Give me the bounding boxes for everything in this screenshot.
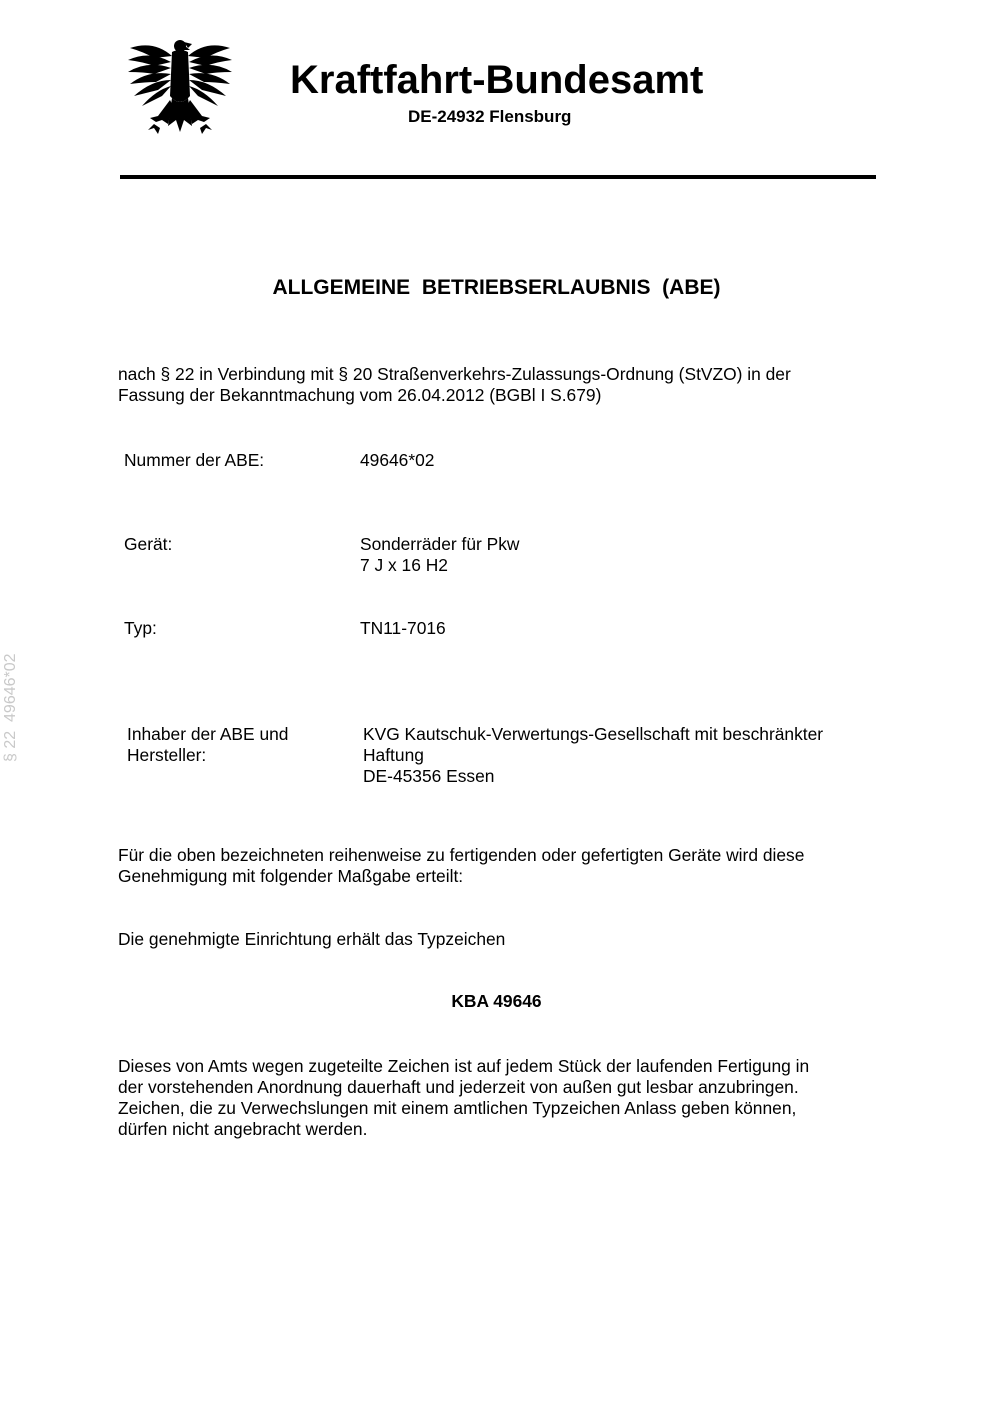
holder-value-line: Haftung bbox=[363, 745, 424, 765]
legal-basis-line: Fassung der Bekanntmachung vom 26.04.2012 (BGBl I S.679) bbox=[118, 385, 602, 405]
mark-rules-line: Zeichen, die zu Verwechslungen mit einem amtlichen Typzeichen Anlass geben können, bbox=[118, 1098, 797, 1118]
mark-rules-text bbox=[118, 1056, 878, 1140]
holder-value-line: KVG Kautschuk-Verwertungs-Gesellschaft mit beschränkter bbox=[363, 724, 824, 744]
device-label: Gerät: bbox=[124, 534, 173, 554]
device-value-line: Sonderräder für Pkw bbox=[360, 534, 520, 554]
holder-label bbox=[127, 724, 288, 766]
side-margin-mark: § 22 49646*02 bbox=[2, 653, 19, 762]
holder-label-line: Hersteller: bbox=[127, 745, 207, 765]
legal-basis-line: nach § 22 in Verbindung mit § 20 Straßenverkehrs-Zulassungs-Ordnung (StVZO) in der bbox=[118, 364, 791, 384]
document-title: ALLGEMEINE BETRIEBSERLAUBNIS (ABE) bbox=[272, 276, 721, 299]
mark-rules-line: Dieses von Amts wegen zugeteilte Zeichen ist auf jedem Stück der laufenden Fertigung in bbox=[118, 1056, 810, 1076]
approval-text-line: Für die oben bezeichneten reihenweise zu fertigenden oder gefertigten Geräte wird diese bbox=[118, 845, 805, 865]
abe-number-value: 49646*02 bbox=[360, 450, 435, 470]
holder-label-line: Inhaber der ABE und bbox=[127, 724, 289, 744]
federal-eagle-icon bbox=[124, 36, 236, 142]
type-label: Typ: bbox=[124, 618, 157, 638]
device-value-line: 7 J x 16 H2 bbox=[360, 555, 448, 575]
holder-value bbox=[363, 724, 823, 787]
type-mark: KBA 49646 bbox=[451, 991, 542, 1011]
type-value: TN11-7016 bbox=[360, 618, 446, 638]
holder-value-line: DE-45356 Essen bbox=[363, 766, 495, 786]
abe-number-label: Nummer der ABE: bbox=[124, 450, 265, 470]
approval-text bbox=[118, 845, 878, 887]
device-value bbox=[360, 534, 520, 576]
agency-address: DE-24932 Flensburg bbox=[408, 107, 572, 126]
mark-rules-line: dürfen nicht angebracht werden. bbox=[118, 1119, 368, 1139]
legal-basis-text bbox=[118, 364, 878, 406]
mark-rules-line: der vorstehenden Anordnung dauerhaft und jederzeit von außen gut lesbar anzubringen. bbox=[118, 1077, 799, 1097]
agency-name: Kraftfahrt-Bundesamt bbox=[290, 58, 704, 102]
approval-text-line: Genehmigung mit folgender Maßgabe erteilt: bbox=[118, 866, 464, 886]
type-mark-intro: Die genehmigte Einrichtung erhält das Typzeichen bbox=[118, 929, 506, 949]
header-divider bbox=[120, 175, 876, 179]
